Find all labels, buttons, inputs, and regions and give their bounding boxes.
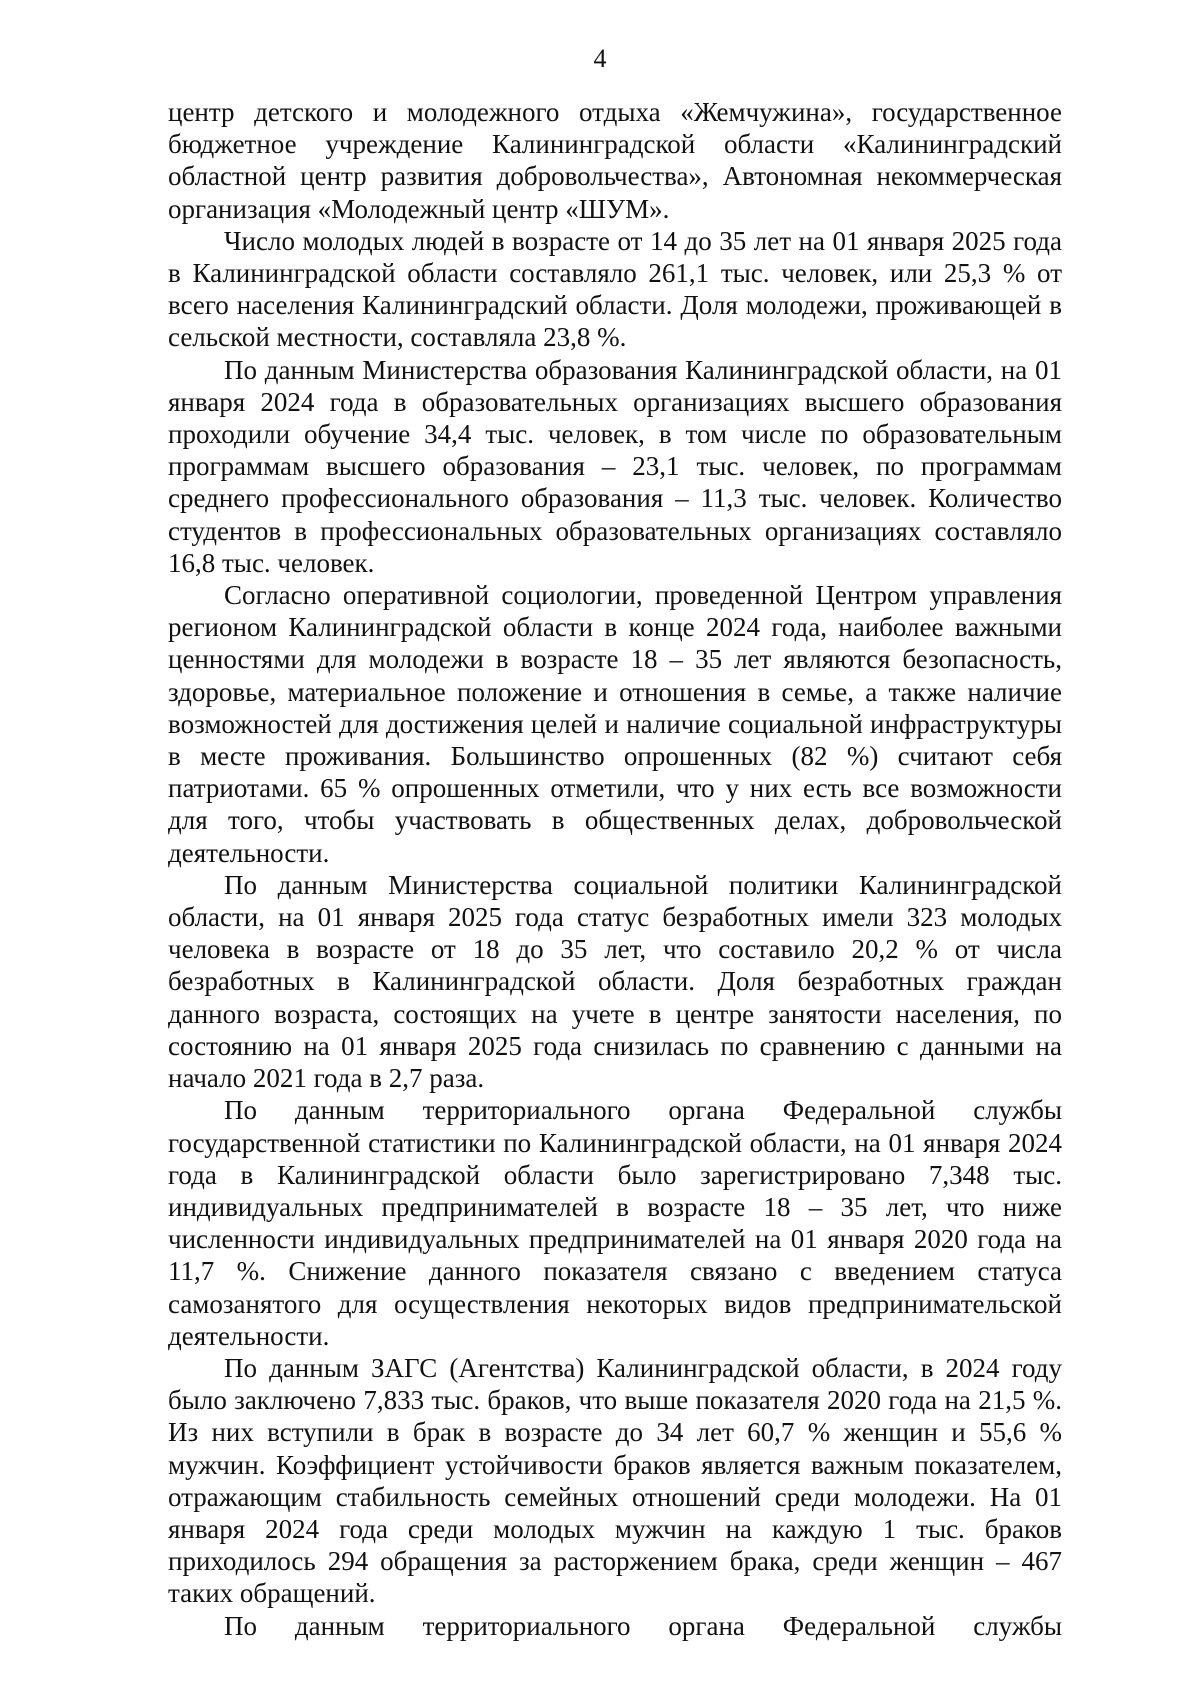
paragraph-entrepreneurs: По данным территориального органа Федеральной службы государственной статистики по Калининградской области, на 01 января 2024 года в Калининградской области было зарегистрировано 7,348 тыс. индивидуальных предпринимателей в возрасте 18 – 35 лет, что ниже численности индивидуальных предпринимателей на 01 января 2020 года на 11,7 %. Снижение данного показателя связано с введением статуса самозанятого для осуществления некоторых видов предпринимательской деятельности. <box>168 1095 1062 1351</box>
paragraph-youth-population: Число молодых людей в возрасте от 14 до 35 лет на 01 января 2025 года в Калининградской области составляло 261,1 тыс. человек, или 25,3 % от всего населения Калининградский области. Доля молодежи, проживающей в сельской местности, составляла 23,8 %. <box>168 225 1062 353</box>
document-body <box>168 96 1062 1642</box>
paragraph-unemployment: По данным Министерства социальной политики Калининградской области, на 01 января 2025 года статус безработных имели 323 молодых человека в возрасте от 18 до 35 лет, что составило 20,2 % от числа безработных в Калининградской области. Доля безработных граждан данного возраста, состоящих на учете в центре занятости населения, по состоянию на 01 января 2025 года снизилась по сравнению с данными на начало 2021 года в 2,7 раза. <box>168 869 1062 1094</box>
paragraph-education: По данным Министерства образования Калининградской области, на 01 января 2024 года в образовательных организациях высшего образования проходили обучение 34,4 тыс. человек, в том числе по образовательным программам высшего образования – 23,1 тыс. человек, по программам среднего профессионального образования – 11,3 тыс. человек. Количество студентов в профессиональных образовательных организациях составляло 16,8 тыс. человек. <box>168 354 1062 578</box>
paragraph-sociology: Согласно оперативной социологии, проведенной Центром управления регионом Калининградской области в конце 2024 года, наиболее важными ценностями для молодежи в возрасте 18 – 35 лет являются безопасность, здоровье, материальное положение и отношения в семье, а также наличие возможностей для достижения целей и наличие социальной инфраструктуры в месте проживания. Большинство опрошенных (82 %) считают себя патриотами. 65 % опрошенных отметили, что у них есть все возможности для того, чтобы участвовать в общественных делах, добровольческой деятельности. <box>168 580 1062 868</box>
paragraph-marriages: По данным ЗАГС (Агентства) Калининградской области, в 2024 году было заключено 7,833 тыс. браков, что выше показателя 2020 года на 21,5 %. Из них вступили в брак в возрасте до 34 лет 60,7 % женщин и 55,6 % мужчин. Коэффициент устойчивости браков является важным показателем, отражающим стабильность семейных отношений среди молодежи. На 01 января 2024 года среди молодых мужчин на каждую 1 тыс. браков приходилось 294 обращения за расторжением брака, среди женщин – 467 таких обращений. <box>168 1352 1062 1609</box>
paragraph-organizations: центр детского и молодежного отдыха «Жемчужина», государственное бюджетное учреждение Калининградской области «Калининградский областной центр развития добровольчества», Автономная некоммерческая организация «Молодежный центр «ШУМ». <box>168 97 1062 224</box>
paragraph-statistics-continued: По данным территориального органа Федеральной службы <box>224 1610 1062 1641</box>
page-number: 4 <box>593 44 607 73</box>
